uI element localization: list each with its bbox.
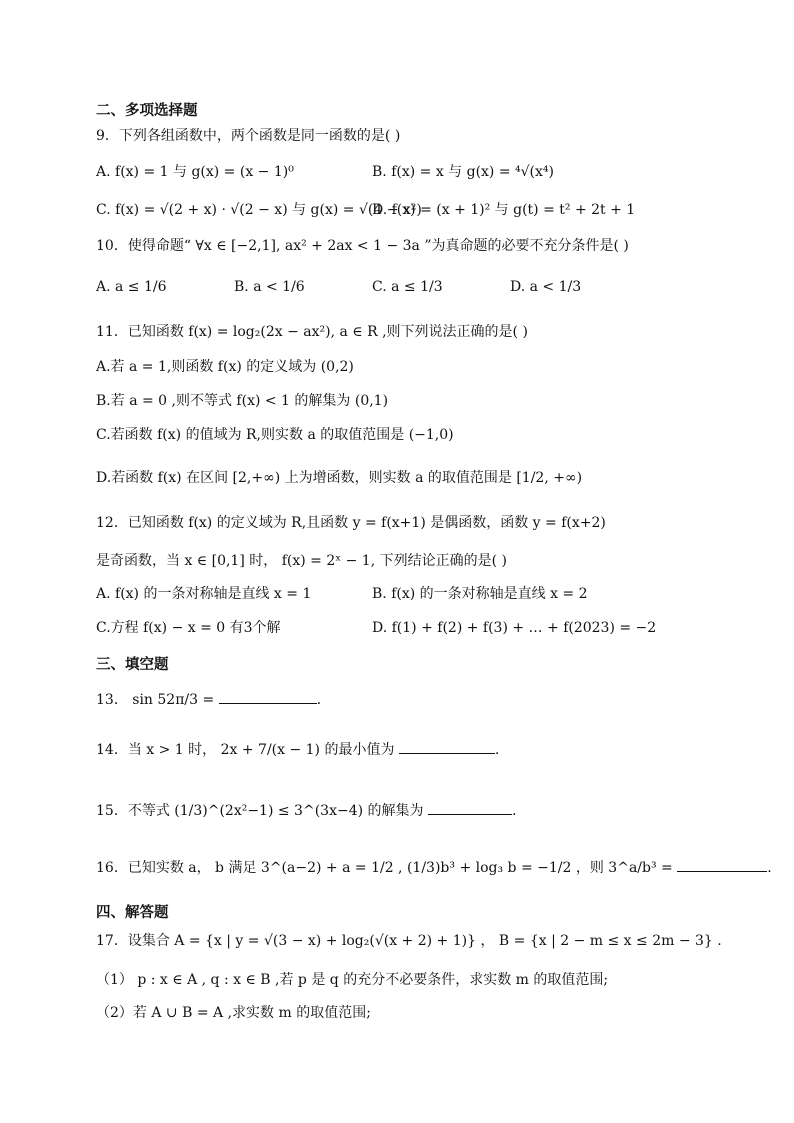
question-11-option-c: C.若函数 f(x) 的值域为 R,则实数 a 的取值范围是 (−1,0) — [96, 427, 454, 443]
question-13 — [96, 689, 321, 710]
question-9-option-d: D. f(x) = (x + 1)² 与 g(t) = t² + 2t + 1 — [372, 202, 636, 218]
question-15-answer-blank[interactable] — [428, 800, 512, 815]
question-16 — [96, 857, 772, 878]
question-9-option-c: C. f(x) = √(2 + x) · √(2 − x) 与 g(x) = √(4 − x²) — [96, 202, 422, 218]
question-14 — [96, 739, 499, 760]
question-11-option-b: B.若 a = 0 ,则不等式 f(x) < 1 的解集为 (0,1) — [96, 393, 389, 409]
question-12-stem-line-2: 是奇函数，当 x ∈ [0,1] 时， f(x) = 2ˣ − 1, 下列结论正确的是( ) — [96, 553, 507, 569]
question-11-option-d: D.若函数 f(x) 在区间 [2,+∞) 上为增函数，则实数 a 的取值范围是 [1/2, +∞) — [96, 470, 583, 486]
question-13-period: . — [316, 692, 322, 708]
question-17-part-1: （1） p : x ∈ A , q : x ∈ B ,若 p 是 q 的充分不必要条件，求实数 m 的取值范围; — [96, 972, 609, 988]
question-12-option-b: B. f(x) 的一条对称轴是直线 x = 2 — [372, 586, 588, 602]
question-12-option-d: D. f(1) + f(2) + f(3) + … + f(2023) = −2 — [372, 620, 657, 636]
question-13-answer-blank[interactable] — [219, 689, 317, 704]
question-15-period: . — [511, 803, 517, 819]
question-11-stem: 11．已知函数 f(x) = log₂(2x − ax²), a ∈ R ,则下列说法正确的是( ) — [96, 324, 528, 340]
question-16-answer-blank[interactable] — [677, 857, 767, 872]
section-heading-multiple-choice: 二、多项选择题 — [96, 103, 198, 119]
section-heading-fill-in: 三、填空题 — [96, 657, 169, 673]
question-17-part-2: （2）若 A ∪ B = A ,求实数 m 的取值范围; — [96, 1005, 371, 1021]
question-10-stem: 10．使得命题“ ∀x ∈ [−2,1], ax² + 2ax < 1 − 3a ”为真命题的必要不充分条件是( ) — [96, 238, 629, 254]
question-14-answer-blank[interactable] — [399, 739, 495, 754]
question-17-stem: 17．设集合 A = {x | y = √(3 − x) + log₂(√(x + 2) + 1)} ， B = {x | 2 − m ≤ x ≤ 2m − 3} . — [96, 933, 722, 949]
question-10-option-a: A. a ≤ 1/6 — [96, 279, 167, 295]
question-10-option-d: D. a < 1/3 — [510, 279, 582, 295]
question-11-option-a: A.若 a = 1,则函数 f(x) 的定义域为 (0,2) — [96, 359, 354, 375]
question-14-period: . — [494, 742, 500, 758]
question-12-option-c: C.方程 f(x) − x = 0 有3个解 — [96, 620, 281, 636]
question-9-option-a: A. f(x) = 1 与 g(x) = (x − 1)⁰ — [96, 164, 294, 180]
question-14-text: 14．当 x > 1 时， 2x + 7/(x − 1) 的最小值为 — [96, 742, 395, 758]
question-10-option-b: B. a < 1/6 — [234, 279, 305, 295]
question-13-text: 13． sin 52π/3 = — [96, 692, 215, 708]
question-12-option-a: A. f(x) 的一条对称轴是直线 x = 1 — [96, 586, 312, 602]
question-9-option-b: B. f(x) = x 与 g(x) = ⁴√(x⁴) — [372, 164, 554, 180]
question-16-period: . — [767, 860, 772, 876]
section-heading-problems: 四、解答题 — [96, 905, 169, 921]
question-15-text: 15．不等式 (1/3)^(2x²−1) ≤ 3^(3x−4) 的解集为 — [96, 803, 424, 819]
question-9-stem: 9．下列各组函数中，两个函数是同一函数的是( ) — [96, 128, 401, 144]
question-16-text: 16．已知实数 a， b 满足 3^(a−2) + a = 1/2 , (1/3)b³ + log₃ b = −1/2 ，则 3^a/b³ = — [96, 860, 673, 876]
question-12-stem-line-1: 12．已知函数 f(x) 的定义域为 R,且函数 y = f(x+1) 是偶函数，函数 y = f(x+2) — [96, 515, 606, 531]
question-15 — [96, 800, 516, 821]
question-10-option-c: C. a ≤ 1/3 — [372, 279, 443, 295]
